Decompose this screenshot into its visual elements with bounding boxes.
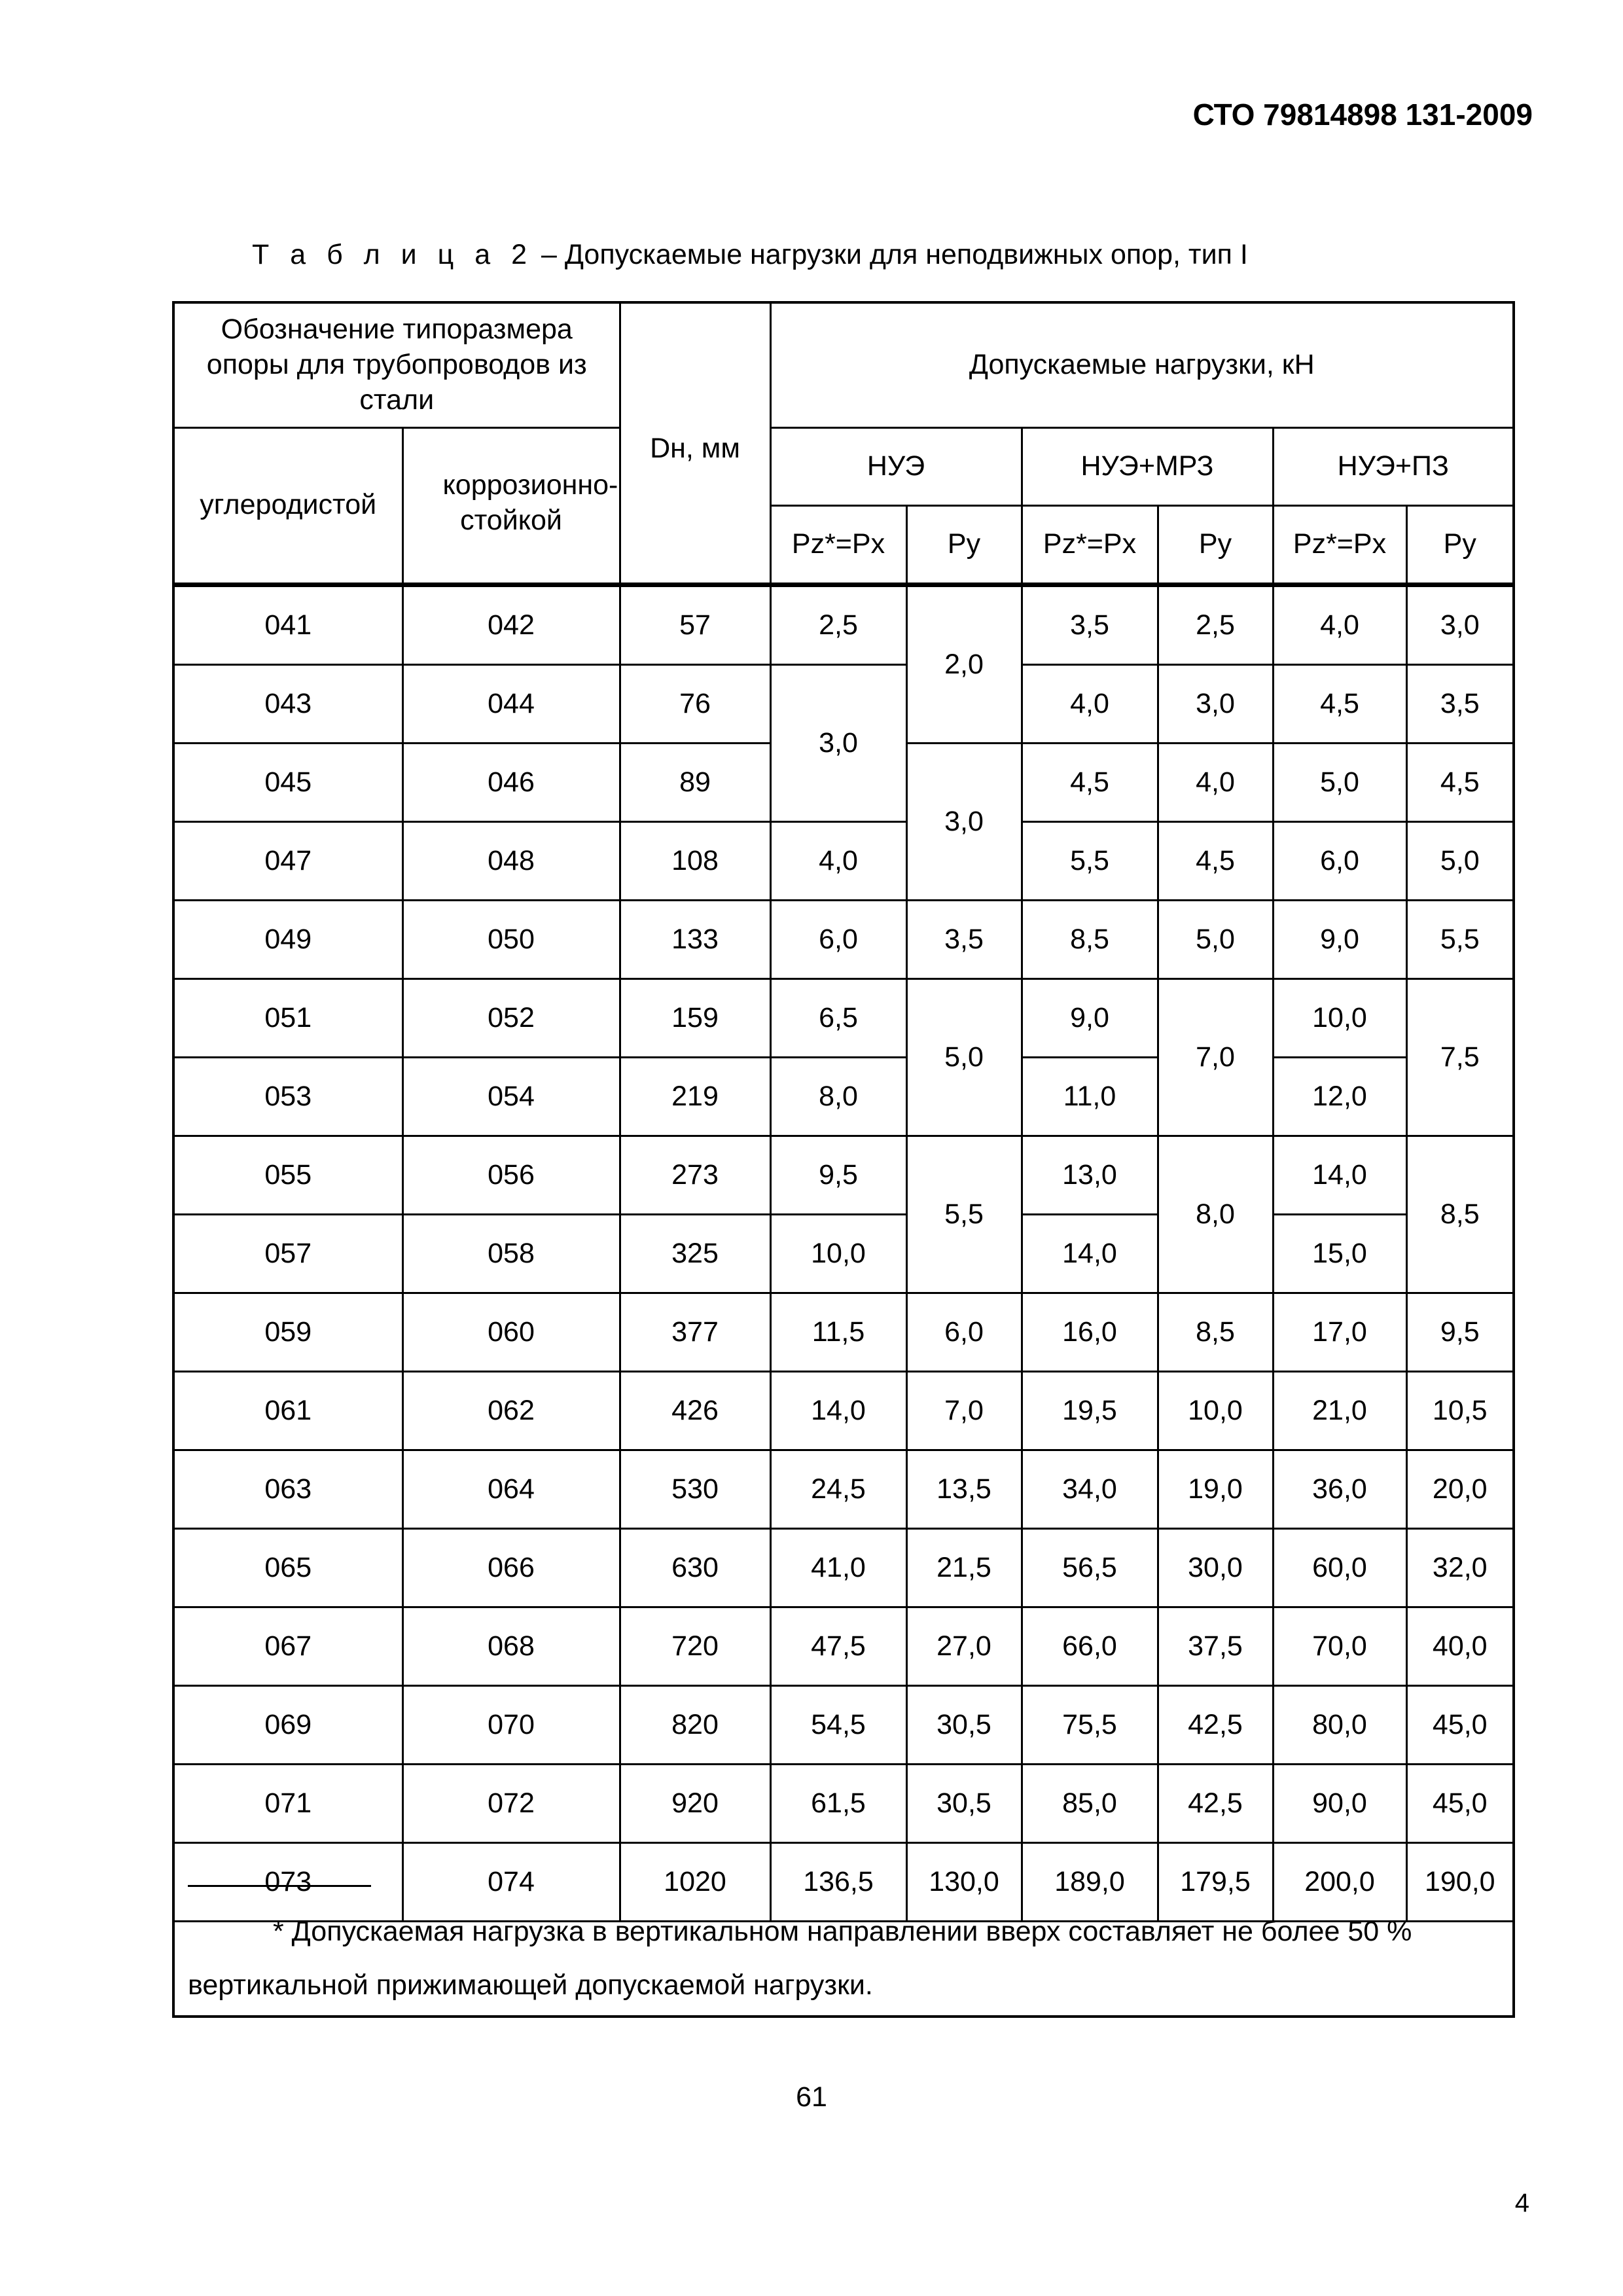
cell-nue-py: 13,5 — [906, 1450, 1022, 1529]
cell-nue-py: 3,5 — [906, 901, 1022, 979]
cell-dn: 426 — [620, 1372, 770, 1450]
cell-pz-pz: 36,0 — [1273, 1450, 1406, 1529]
cell-dn: 76 — [620, 665, 770, 744]
cell-pz-py: 32,0 — [1406, 1529, 1512, 1607]
cell-pz-pz: 17,0 — [1273, 1293, 1406, 1372]
cell-corrosion: 042 — [402, 585, 620, 665]
cell-dn: 720 — [620, 1607, 770, 1686]
cell-pz-py: 40,0 — [1406, 1607, 1512, 1686]
cell-corrosion: 064 — [402, 1450, 620, 1529]
cell-nue-py: 7,0 — [906, 1372, 1022, 1450]
cell-mrz-py: 10,0 — [1158, 1372, 1273, 1450]
cell-nue-pz: 24,5 — [770, 1450, 906, 1529]
cell-carbon: 045 — [175, 744, 402, 822]
cell-mrz-pz: 56,5 — [1022, 1529, 1158, 1607]
cell-pz-py: 20,0 — [1406, 1450, 1512, 1529]
cell-pz-py: 5,0 — [1406, 822, 1512, 901]
cell-dn: 159 — [620, 979, 770, 1058]
header-py: Py — [906, 506, 1022, 585]
cell-dn: 57 — [620, 585, 770, 665]
cell-mrz-py: 5,0 — [1158, 901, 1273, 979]
cell-nue-pz: 9,5 — [770, 1136, 906, 1215]
cell-corrosion: 054 — [402, 1058, 620, 1136]
cell-pz-py: 3,0 — [1406, 585, 1512, 665]
cell-corrosion: 066 — [402, 1529, 620, 1607]
cell-pz-pz: 15,0 — [1273, 1215, 1406, 1293]
cell-pz-pz: 5,0 — [1273, 744, 1406, 822]
header-designation: Обозначение типоразмера опоры для трубопроводов из стали — [175, 304, 620, 428]
cell-pz-py: 5,5 — [1406, 901, 1512, 979]
cell-mrz-py: 2,5 — [1158, 585, 1273, 665]
header-group-nue-mrz: НУЭ+МРЗ — [1022, 428, 1273, 506]
cell-nue-pz: 11,5 — [770, 1293, 906, 1372]
cell-nue-py: 21,5 — [906, 1529, 1022, 1607]
document-code: СТО 79814898 131-2009 — [1192, 98, 1533, 132]
cell-corrosion: 060 — [402, 1293, 620, 1372]
cell-corrosion: 070 — [402, 1686, 620, 1765]
cell-carbon: 069 — [175, 1686, 402, 1765]
cell-mrz-py: 42,5 — [1158, 1686, 1273, 1765]
cell-mrz-pz: 34,0 — [1022, 1450, 1158, 1529]
page-number: 61 — [796, 2081, 827, 2113]
table-row — [175, 1372, 1512, 1450]
cell-pz-pz: 9,0 — [1273, 901, 1406, 979]
cell-carbon: 057 — [175, 1215, 402, 1293]
cell-mrz-py: 8,0 — [1158, 1136, 1273, 1293]
table-row — [175, 1529, 1512, 1607]
cell-corrosion: 072 — [402, 1765, 620, 1843]
cell-mrz-py: 7,0 — [1158, 979, 1273, 1136]
table-caption-text: – Допускаемые нагрузки для неподвижных опор, тип I — [533, 239, 1248, 270]
cell-nue-pz: 6,0 — [770, 901, 906, 979]
table-row — [175, 665, 1512, 744]
cell-nue-pz: 41,0 — [770, 1529, 906, 1607]
cell-mrz-pz: 11,0 — [1022, 1058, 1158, 1136]
header-dn: Dн, мм — [620, 304, 770, 585]
cell-mrz-pz: 66,0 — [1022, 1607, 1158, 1686]
header-pz-px: Pz*=Px — [1273, 506, 1406, 585]
cell-mrz-pz: 13,0 — [1022, 1136, 1158, 1215]
cell-carbon: 049 — [175, 901, 402, 979]
cell-corrosion: 046 — [402, 744, 620, 822]
cell-corrosion: 058 — [402, 1215, 620, 1293]
table-row — [175, 979, 1512, 1058]
cell-nue-py: 6,0 — [906, 1293, 1022, 1372]
table-body — [175, 585, 1512, 1922]
cell-mrz-pz: 5,5 — [1022, 822, 1158, 901]
cell-dn: 820 — [620, 1686, 770, 1765]
cell-pz-pz: 4,0 — [1273, 585, 1406, 665]
cell-nue-pz: 8,0 — [770, 1058, 906, 1136]
cell-dn: 133 — [620, 901, 770, 979]
cell-corrosion: 044 — [402, 665, 620, 744]
cell-carbon: 047 — [175, 822, 402, 901]
table-header — [175, 304, 1512, 585]
cell-nue-pz: 54,5 — [770, 1686, 906, 1765]
cell-corrosion: 050 — [402, 901, 620, 979]
cell-pz-py: 45,0 — [1406, 1765, 1512, 1843]
cell-nue-py: 30,5 — [906, 1686, 1022, 1765]
cell-corrosion: 074 — [402, 1843, 620, 1922]
cell-pz-pz: 21,0 — [1273, 1372, 1406, 1450]
cell-dn: 630 — [620, 1529, 770, 1607]
cell-nue-py: 3,0 — [906, 744, 1022, 901]
header-corrosion-resistant: коррозионно-стойкой — [402, 428, 620, 585]
cell-pz-pz: 6,0 — [1273, 822, 1406, 901]
cell-mrz-pz: 19,5 — [1022, 1372, 1158, 1450]
loads-table-frame — [172, 301, 1515, 2018]
cell-nue-pz: 47,5 — [770, 1607, 906, 1686]
cell-dn: 219 — [620, 1058, 770, 1136]
cell-mrz-py: 179,5 — [1158, 1843, 1273, 1922]
cell-carbon: 065 — [175, 1529, 402, 1607]
cell-carbon: 059 — [175, 1293, 402, 1372]
loads-table — [175, 304, 1512, 1922]
cell-mrz-pz: 75,5 — [1022, 1686, 1158, 1765]
table-row — [175, 1136, 1512, 1215]
cell-pz-pz: 70,0 — [1273, 1607, 1406, 1686]
cell-dn: 325 — [620, 1215, 770, 1293]
cell-mrz-py: 30,0 — [1158, 1529, 1273, 1607]
cell-dn: 108 — [620, 822, 770, 901]
cell-carbon: 067 — [175, 1607, 402, 1686]
cell-mrz-pz: 3,5 — [1022, 585, 1158, 665]
cell-carbon: 071 — [175, 1765, 402, 1843]
cell-carbon: 051 — [175, 979, 402, 1058]
cell-nue-pz: 2,5 — [770, 585, 906, 665]
cell-mrz-pz: 8,5 — [1022, 901, 1158, 979]
cell-mrz-pz: 16,0 — [1022, 1293, 1158, 1372]
cell-nue-py: 130,0 — [906, 1843, 1022, 1922]
cell-pz-pz: 4,5 — [1273, 665, 1406, 744]
cell-pz-py: 4,5 — [1406, 744, 1512, 822]
cell-pz-py: 10,5 — [1406, 1372, 1512, 1450]
cell-mrz-pz: 189,0 — [1022, 1843, 1158, 1922]
cell-carbon: 055 — [175, 1136, 402, 1215]
header-pz-px: Pz*=Px — [770, 506, 906, 585]
cell-dn: 920 — [620, 1765, 770, 1843]
cell-pz-pz: 200,0 — [1273, 1843, 1406, 1922]
table-row — [175, 1293, 1512, 1372]
cell-corrosion: 068 — [402, 1607, 620, 1686]
cell-mrz-py: 4,0 — [1158, 744, 1273, 822]
cell-carbon: 073 — [175, 1843, 402, 1922]
cell-carbon: 053 — [175, 1058, 402, 1136]
cell-nue-pz: 61,5 — [770, 1765, 906, 1843]
cell-mrz-py: 3,0 — [1158, 665, 1273, 744]
cell-pz-py: 3,5 — [1406, 665, 1512, 744]
cell-corrosion: 052 — [402, 979, 620, 1058]
header-group-nue: НУЭ — [770, 428, 1022, 506]
footnote-rule — [188, 1885, 371, 1887]
table-caption-label: Т а б л и ц а 2 — [252, 239, 534, 270]
cell-nue-py: 5,5 — [906, 1136, 1022, 1293]
cell-pz-pz: 12,0 — [1273, 1058, 1406, 1136]
header-group-nue-pz: НУЭ+ПЗ — [1273, 428, 1512, 506]
cell-mrz-pz: 4,0 — [1022, 665, 1158, 744]
table-row — [175, 1058, 1512, 1136]
cell-nue-pz: 14,0 — [770, 1372, 906, 1450]
cell-mrz-pz: 9,0 — [1022, 979, 1158, 1058]
table-caption — [252, 239, 1248, 271]
cell-dn: 89 — [620, 744, 770, 822]
cell-dn: 273 — [620, 1136, 770, 1215]
cell-mrz-pz: 4,5 — [1022, 744, 1158, 822]
table-row — [175, 1215, 1512, 1293]
cell-mrz-py: 19,0 — [1158, 1450, 1273, 1529]
cell-carbon: 043 — [175, 665, 402, 744]
cell-mrz-py: 4,5 — [1158, 822, 1273, 901]
cell-pz-py: 9,5 — [1406, 1293, 1512, 1372]
cell-carbon: 041 — [175, 585, 402, 665]
cell-dn: 530 — [620, 1450, 770, 1529]
cell-pz-pz: 60,0 — [1273, 1529, 1406, 1607]
cell-nue-pz: 4,0 — [770, 822, 906, 901]
cell-dn: 377 — [620, 1293, 770, 1372]
table-row — [175, 585, 1512, 665]
table-row — [175, 1607, 1512, 1686]
header-allowable-loads: Допускаемые нагрузки, кН — [770, 304, 1512, 428]
cell-nue-pz: 6,5 — [770, 979, 906, 1058]
cell-pz-pz: 14,0 — [1273, 1136, 1406, 1215]
table-row — [175, 1765, 1512, 1843]
table-row — [175, 1686, 1512, 1765]
cell-mrz-pz: 85,0 — [1022, 1765, 1158, 1843]
header-pz-px: Pz*=Px — [1022, 506, 1158, 585]
cell-nue-py: 30,5 — [906, 1765, 1022, 1843]
header-py: Py — [1406, 506, 1512, 585]
cell-dn: 1020 — [620, 1843, 770, 1922]
cell-pz-pz: 80,0 — [1273, 1686, 1406, 1765]
cell-nue-py: 5,0 — [906, 979, 1022, 1136]
table-row — [175, 822, 1512, 901]
cell-nue-py: 2,0 — [906, 585, 1022, 744]
cell-nue-pz: 136,5 — [770, 1843, 906, 1922]
cell-nue-pz: 3,0 — [770, 665, 906, 822]
cell-corrosion: 062 — [402, 1372, 620, 1450]
cell-carbon: 061 — [175, 1372, 402, 1450]
cell-mrz-pz: 14,0 — [1022, 1215, 1158, 1293]
table-row — [175, 901, 1512, 979]
footnote-text: * Допускаемая нагрузка в вертикальном направлении вверх составляет не более 50 % вертикальной прижимающей допускаемой нагрузки. — [188, 1916, 1412, 2001]
cell-pz-py: 8,5 — [1406, 1136, 1512, 1293]
table-footnote — [175, 1885, 1512, 2016]
header-carbon-steel: углеродистой — [175, 428, 402, 585]
cell-corrosion: 048 — [402, 822, 620, 901]
cell-pz-py: 45,0 — [1406, 1686, 1512, 1765]
cell-pz-pz: 90,0 — [1273, 1765, 1406, 1843]
cell-nue-pz: 10,0 — [770, 1215, 906, 1293]
table-row — [175, 1450, 1512, 1529]
header-py: Py — [1158, 506, 1273, 585]
cell-mrz-py: 42,5 — [1158, 1765, 1273, 1843]
cell-pz-py: 190,0 — [1406, 1843, 1512, 1922]
cell-pz-py: 7,5 — [1406, 979, 1512, 1136]
cell-corrosion: 056 — [402, 1136, 620, 1215]
cell-mrz-py: 8,5 — [1158, 1293, 1273, 1372]
cell-pz-pz: 10,0 — [1273, 979, 1406, 1058]
cell-carbon: 063 — [175, 1450, 402, 1529]
sheet-number: 4 — [1514, 2189, 1529, 2217]
cell-mrz-py: 37,5 — [1158, 1607, 1273, 1686]
cell-nue-py: 27,0 — [906, 1607, 1022, 1686]
